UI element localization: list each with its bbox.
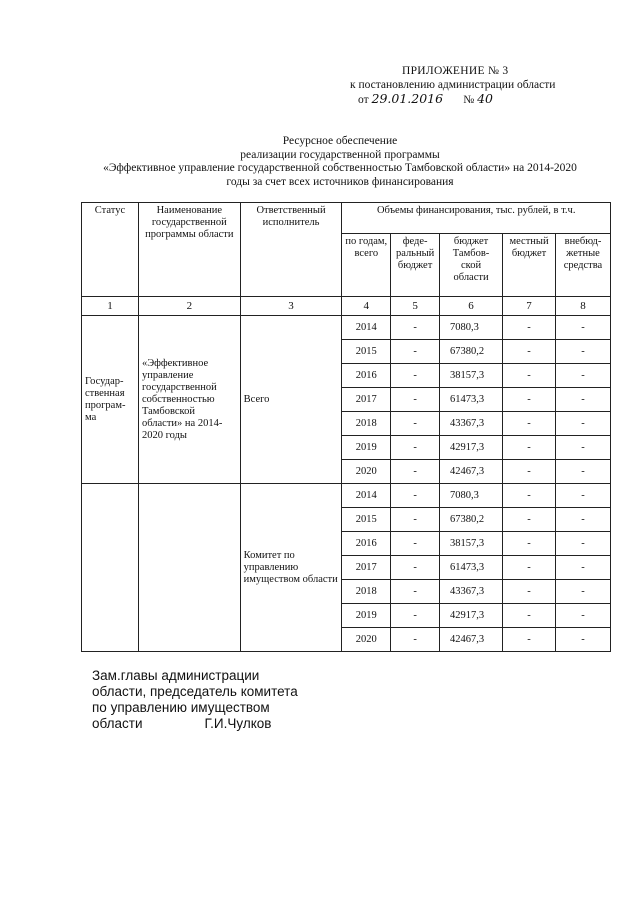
regional-cell: 61473,3: [440, 556, 503, 580]
local-cell: -: [503, 604, 556, 628]
local-cell: -: [503, 508, 556, 532]
header-extra: внебюд-жетные средства: [555, 234, 610, 297]
federal-cell: -: [391, 508, 440, 532]
extra-cell: -: [555, 388, 610, 412]
year-cell: 2019: [342, 436, 391, 460]
regional-cell: 67380,2: [440, 340, 503, 364]
header-by-years: по годам, всего: [342, 234, 391, 297]
signature-line-2: области, председатель комитета: [92, 684, 298, 699]
col-number: 4: [342, 297, 391, 316]
appendix-subtitle: к постановлению администрации области: [350, 79, 556, 91]
responsible-cell: Всего: [240, 316, 342, 484]
federal-cell: -: [391, 532, 440, 556]
extra-cell: -: [555, 484, 610, 508]
table-row: [82, 316, 611, 340]
header-regional: бюджет Тамбов-ской области: [440, 234, 503, 297]
extra-cell: -: [555, 628, 610, 652]
extra-cell: -: [555, 436, 610, 460]
federal-cell: -: [391, 364, 440, 388]
col-number: 3: [240, 297, 342, 316]
year-cell: 2018: [342, 580, 391, 604]
extra-cell: -: [555, 508, 610, 532]
regional-cell: 42467,3: [440, 628, 503, 652]
regional-cell: 7080,3: [440, 484, 503, 508]
status-cell: Государ-ственная програм-ма: [82, 316, 139, 484]
regional-cell: 42467,3: [440, 460, 503, 484]
handwritten-number: 40: [477, 91, 493, 106]
local-cell: -: [503, 556, 556, 580]
from-label: от: [358, 94, 369, 106]
funding-table: [81, 202, 611, 652]
column-numbers-row: [82, 297, 611, 316]
federal-cell: -: [391, 484, 440, 508]
col-number: 1: [82, 297, 139, 316]
header-program-name: Наименование государственной программы области: [138, 203, 240, 297]
year-cell: 2019: [342, 604, 391, 628]
col-number: 7: [503, 297, 556, 316]
local-cell: -: [503, 436, 556, 460]
extra-cell: -: [555, 580, 610, 604]
header-status: Статус: [82, 203, 139, 297]
federal-cell: -: [391, 628, 440, 652]
local-cell: -: [503, 340, 556, 364]
federal-cell: -: [391, 316, 440, 340]
title-line-1: Ресурсное обеспечение: [282, 135, 398, 147]
year-cell: 2020: [342, 628, 391, 652]
header-local: местный бюджет: [503, 234, 556, 297]
federal-cell: -: [391, 556, 440, 580]
year-cell: 2020: [342, 460, 391, 484]
signature-line-3: по управлению имуществом: [92, 700, 270, 715]
title-line-4: годы за счет всех источников финансирования: [226, 175, 454, 188]
number-label: №: [463, 94, 475, 106]
signature-block: [92, 668, 298, 732]
handwritten-date: 29.01.2016: [371, 91, 444, 106]
col-number: 8: [555, 297, 610, 316]
local-cell: -: [503, 628, 556, 652]
appendix-block: [350, 64, 580, 107]
responsible-cell: Комитет по управлению имуществом области: [240, 484, 342, 652]
header-responsible: Ответственный исполнитель: [240, 203, 342, 297]
local-cell: -: [503, 412, 556, 436]
regional-cell: 43367,3: [440, 580, 503, 604]
year-cell: 2014: [342, 316, 391, 340]
year-cell: 2018: [342, 412, 391, 436]
federal-cell: -: [391, 412, 440, 436]
regional-cell: 67380,2: [440, 508, 503, 532]
year-cell: 2016: [342, 364, 391, 388]
col-number: 5: [391, 297, 440, 316]
federal-cell: -: [391, 340, 440, 364]
year-cell: 2017: [342, 556, 391, 580]
title-line-2: реализации государственной программы: [240, 148, 440, 161]
col-number: 6: [440, 297, 503, 316]
local-cell: -: [503, 388, 556, 412]
year-cell: 2015: [342, 340, 391, 364]
program-name-cell: [138, 484, 240, 652]
year-cell: 2017: [342, 388, 391, 412]
regional-cell: 43367,3: [440, 412, 503, 436]
extra-cell: -: [555, 340, 610, 364]
extra-cell: -: [555, 556, 610, 580]
regional-cell: 42917,3: [440, 604, 503, 628]
year-cell: 2015: [342, 508, 391, 532]
extra-cell: -: [555, 532, 610, 556]
status-cell: [82, 484, 139, 652]
regional-cell: 42917,3: [440, 436, 503, 460]
federal-cell: -: [391, 604, 440, 628]
extra-cell: -: [555, 316, 610, 340]
federal-cell: -: [391, 460, 440, 484]
signature-title-word: области: [92, 716, 143, 731]
federal-cell: -: [391, 436, 440, 460]
signatory-name: Г.И.Чулков: [204, 716, 272, 731]
extra-cell: -: [555, 364, 610, 388]
document-title: [60, 135, 620, 189]
extra-cell: -: [555, 412, 610, 436]
signature-line-1: Зам.главы администрации: [92, 668, 260, 683]
regional-cell: 38157,3: [440, 532, 503, 556]
local-cell: -: [503, 316, 556, 340]
extra-cell: -: [555, 460, 610, 484]
year-cell: 2016: [342, 532, 391, 556]
federal-cell: -: [391, 388, 440, 412]
local-cell: -: [503, 580, 556, 604]
regional-cell: 38157,3: [440, 364, 503, 388]
signature-line-4: [92, 716, 298, 732]
regional-cell: 7080,3: [440, 316, 503, 340]
local-cell: -: [503, 364, 556, 388]
regional-cell: 61473,3: [440, 388, 503, 412]
extra-cell: -: [555, 604, 610, 628]
header-federal: феде-ральный бюджет: [391, 234, 440, 297]
title-line-3: «Эффективное управление государственной собственностью Тамбовской области» на 2014-2020: [103, 162, 577, 174]
program-name-cell: «Эффективное управление государственной собственностью Тамбовской области» на 2014-2020 годы: [138, 316, 240, 484]
year-cell: 2014: [342, 484, 391, 508]
col-number: 2: [138, 297, 240, 316]
appendix-date-line: [350, 92, 580, 107]
local-cell: -: [503, 460, 556, 484]
federal-cell: -: [391, 580, 440, 604]
appendix-title: ПРИЛОЖЕНИЕ № 3: [402, 65, 509, 77]
local-cell: -: [503, 532, 556, 556]
header-volumes: Объемы финансирования, тыс. рублей, в т.ч.: [342, 203, 611, 234]
local-cell: -: [503, 484, 556, 508]
table-row: [82, 484, 611, 508]
